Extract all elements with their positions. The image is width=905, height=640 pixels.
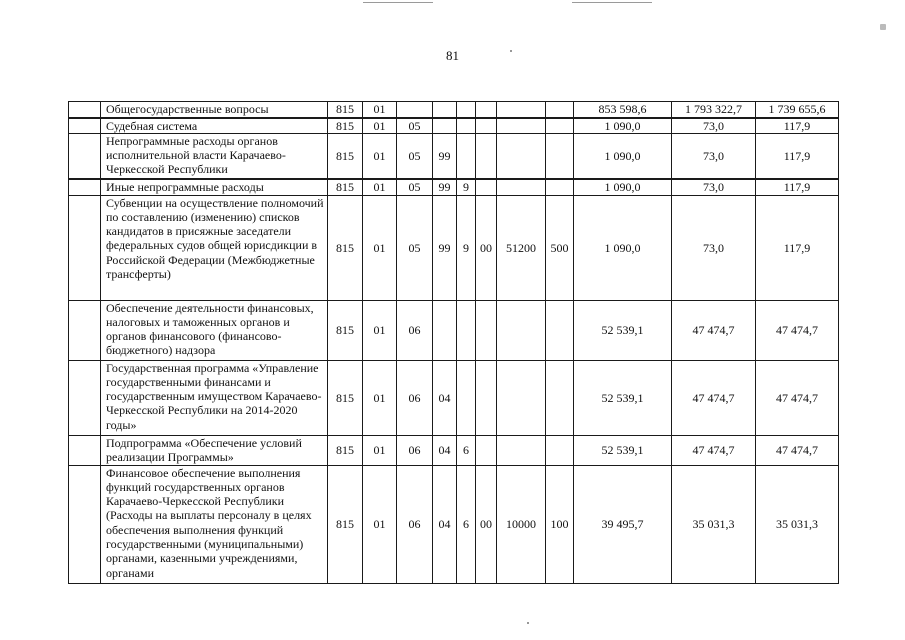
cell-p1: 99 xyxy=(433,133,457,179)
scan-speck xyxy=(880,24,886,30)
scan-artifact-line xyxy=(572,2,652,3)
cell-p2 xyxy=(457,118,476,134)
cell-y3: 47 474,7 xyxy=(756,300,839,360)
row-margin-cell xyxy=(69,465,101,583)
row-margin-cell xyxy=(69,360,101,435)
cell-y2: 73,0 xyxy=(672,179,756,195)
cell-pr: 06 xyxy=(397,465,433,583)
table-row xyxy=(69,300,839,360)
cell-p3 xyxy=(476,118,497,134)
cell-y3: 117,9 xyxy=(756,179,839,195)
cell-y2: 47 474,7 xyxy=(672,300,756,360)
cell-vr xyxy=(546,300,574,360)
cell-gr: 815 xyxy=(328,133,363,179)
table-row xyxy=(69,435,839,465)
cell-p2 xyxy=(457,133,476,179)
cell-pr: 06 xyxy=(397,300,433,360)
page-number: 81 xyxy=(446,48,459,63)
cell-p4: 51200 xyxy=(497,195,546,300)
cell-vr xyxy=(546,179,574,195)
cell-gr: 815 xyxy=(328,435,363,465)
table-row xyxy=(69,179,839,195)
cell-pr: 05 xyxy=(397,195,433,300)
cell-vr: 100 xyxy=(546,465,574,583)
cell-p1: 99 xyxy=(433,179,457,195)
cell-y3: 1 739 655,6 xyxy=(756,102,839,118)
cell-pr: 05 xyxy=(397,133,433,179)
cell-vr xyxy=(546,435,574,465)
scan-speck xyxy=(527,622,529,624)
cell-y3: 117,9 xyxy=(756,195,839,300)
cell-rz: 01 xyxy=(363,195,397,300)
cell-pr: 06 xyxy=(397,360,433,435)
row-name: Судебная система xyxy=(101,118,328,134)
cell-y1: 52 539,1 xyxy=(574,300,672,360)
cell-vr xyxy=(546,102,574,118)
cell-pr xyxy=(397,102,433,118)
cell-y3: 47 474,7 xyxy=(756,435,839,465)
cell-y3: 117,9 xyxy=(756,133,839,179)
row-margin-cell xyxy=(69,195,101,300)
cell-vr xyxy=(546,133,574,179)
cell-p3: 00 xyxy=(476,465,497,583)
cell-p3 xyxy=(476,179,497,195)
table-row xyxy=(69,133,839,179)
cell-y1: 1 090,0 xyxy=(574,195,672,300)
cell-y1: 52 539,1 xyxy=(574,360,672,435)
cell-rz: 01 xyxy=(363,118,397,134)
cell-y1: 52 539,1 xyxy=(574,435,672,465)
row-name: Иные непрограммные расходы xyxy=(101,179,328,195)
cell-p4: 10000 xyxy=(497,465,546,583)
cell-y2: 73,0 xyxy=(672,118,756,134)
cell-p4 xyxy=(497,435,546,465)
cell-p2 xyxy=(457,102,476,118)
cell-y1: 1 090,0 xyxy=(574,133,672,179)
cell-p1 xyxy=(433,300,457,360)
cell-rz: 01 xyxy=(363,465,397,583)
cell-rz: 01 xyxy=(363,102,397,118)
row-name: Субвенции на осуществление полномочий по составлению (изменению) списков кандидатов в присяжные заседатели федеральных судов общей юрисдикции в Российской Федерации (Межбюджетные трансферты) xyxy=(101,195,328,300)
table-row xyxy=(69,360,839,435)
cell-rz: 01 xyxy=(363,435,397,465)
row-margin-cell xyxy=(69,102,101,118)
row-margin-cell xyxy=(69,179,101,195)
cell-p3: 00 xyxy=(476,195,497,300)
cell-p3 xyxy=(476,102,497,118)
row-margin-cell xyxy=(69,118,101,134)
cell-gr: 815 xyxy=(328,102,363,118)
cell-y2: 47 474,7 xyxy=(672,435,756,465)
cell-p2: 6 xyxy=(457,465,476,583)
row-name: Обеспечение деятельности финансовых, налоговых и таможенных органов и органов финансового (финансово-бюджетного) надзора xyxy=(101,300,328,360)
cell-p1: 04 xyxy=(433,435,457,465)
cell-p2: 9 xyxy=(457,195,476,300)
cell-rz: 01 xyxy=(363,133,397,179)
cell-p4 xyxy=(497,300,546,360)
row-margin-cell xyxy=(69,435,101,465)
table-row xyxy=(69,102,839,118)
cell-p1: 04 xyxy=(433,360,457,435)
cell-gr: 815 xyxy=(328,360,363,435)
cell-gr: 815 xyxy=(328,195,363,300)
cell-y2: 1 793 322,7 xyxy=(672,102,756,118)
cell-p1: 04 xyxy=(433,465,457,583)
row-margin-cell xyxy=(69,133,101,179)
budget-table xyxy=(68,101,839,584)
cell-pr: 06 xyxy=(397,435,433,465)
cell-p3 xyxy=(476,300,497,360)
cell-y1: 1 090,0 xyxy=(574,179,672,195)
cell-y2: 73,0 xyxy=(672,195,756,300)
scan-artifact-line xyxy=(363,2,433,3)
cell-y1: 1 090,0 xyxy=(574,118,672,134)
cell-y3: 117,9 xyxy=(756,118,839,134)
cell-p3 xyxy=(476,133,497,179)
cell-p3 xyxy=(476,360,497,435)
cell-y1: 39 495,7 xyxy=(574,465,672,583)
cell-p2 xyxy=(457,300,476,360)
cell-p3 xyxy=(476,435,497,465)
row-name: Общегосударственные вопросы xyxy=(101,102,328,118)
cell-rz: 01 xyxy=(363,360,397,435)
cell-gr: 815 xyxy=(328,465,363,583)
row-name: Непрограммные расходы органов исполнительной власти Карачаево-Черкесской Республики xyxy=(101,133,328,179)
row-name: Подпрограмма «Обеспечение условий реализации Программы» xyxy=(101,435,328,465)
cell-gr: 815 xyxy=(328,118,363,134)
cell-p1 xyxy=(433,118,457,134)
cell-rz: 01 xyxy=(363,300,397,360)
cell-p4 xyxy=(497,133,546,179)
row-name: Государственная программа «Управление государственными финансами и государственным имуществом Карачаево-Черкесской Республики на 2014-2020 годы» xyxy=(101,360,328,435)
cell-y2: 73,0 xyxy=(672,133,756,179)
cell-y2: 35 031,3 xyxy=(672,465,756,583)
cell-p4 xyxy=(497,118,546,134)
cell-y3: 35 031,3 xyxy=(756,465,839,583)
scan-speck xyxy=(510,50,512,52)
cell-vr: 500 xyxy=(546,195,574,300)
cell-y1: 853 598,6 xyxy=(574,102,672,118)
cell-p2: 9 xyxy=(457,179,476,195)
cell-p4 xyxy=(497,179,546,195)
cell-p1: 99 xyxy=(433,195,457,300)
cell-p2: 6 xyxy=(457,435,476,465)
cell-vr xyxy=(546,118,574,134)
cell-p2 xyxy=(457,360,476,435)
table-row xyxy=(69,465,839,583)
cell-p4 xyxy=(497,102,546,118)
cell-gr: 815 xyxy=(328,300,363,360)
cell-p4 xyxy=(497,360,546,435)
cell-gr: 815 xyxy=(328,179,363,195)
cell-y3: 47 474,7 xyxy=(756,360,839,435)
cell-y2: 47 474,7 xyxy=(672,360,756,435)
cell-p1 xyxy=(433,102,457,118)
row-name: Финансовое обеспечение выполнения функций государственных органов Карачаево-Черкесской Республики (Расходы на выплаты персоналу в целях обеспечения выполнения функций государственными (муниципальными) органами, казенными учреждениями, органами xyxy=(101,465,328,583)
cell-rz: 01 xyxy=(363,179,397,195)
table-row xyxy=(69,195,839,300)
cell-vr xyxy=(546,360,574,435)
row-margin-cell xyxy=(69,300,101,360)
cell-pr: 05 xyxy=(397,179,433,195)
cell-pr: 05 xyxy=(397,118,433,134)
table-row xyxy=(69,118,839,134)
